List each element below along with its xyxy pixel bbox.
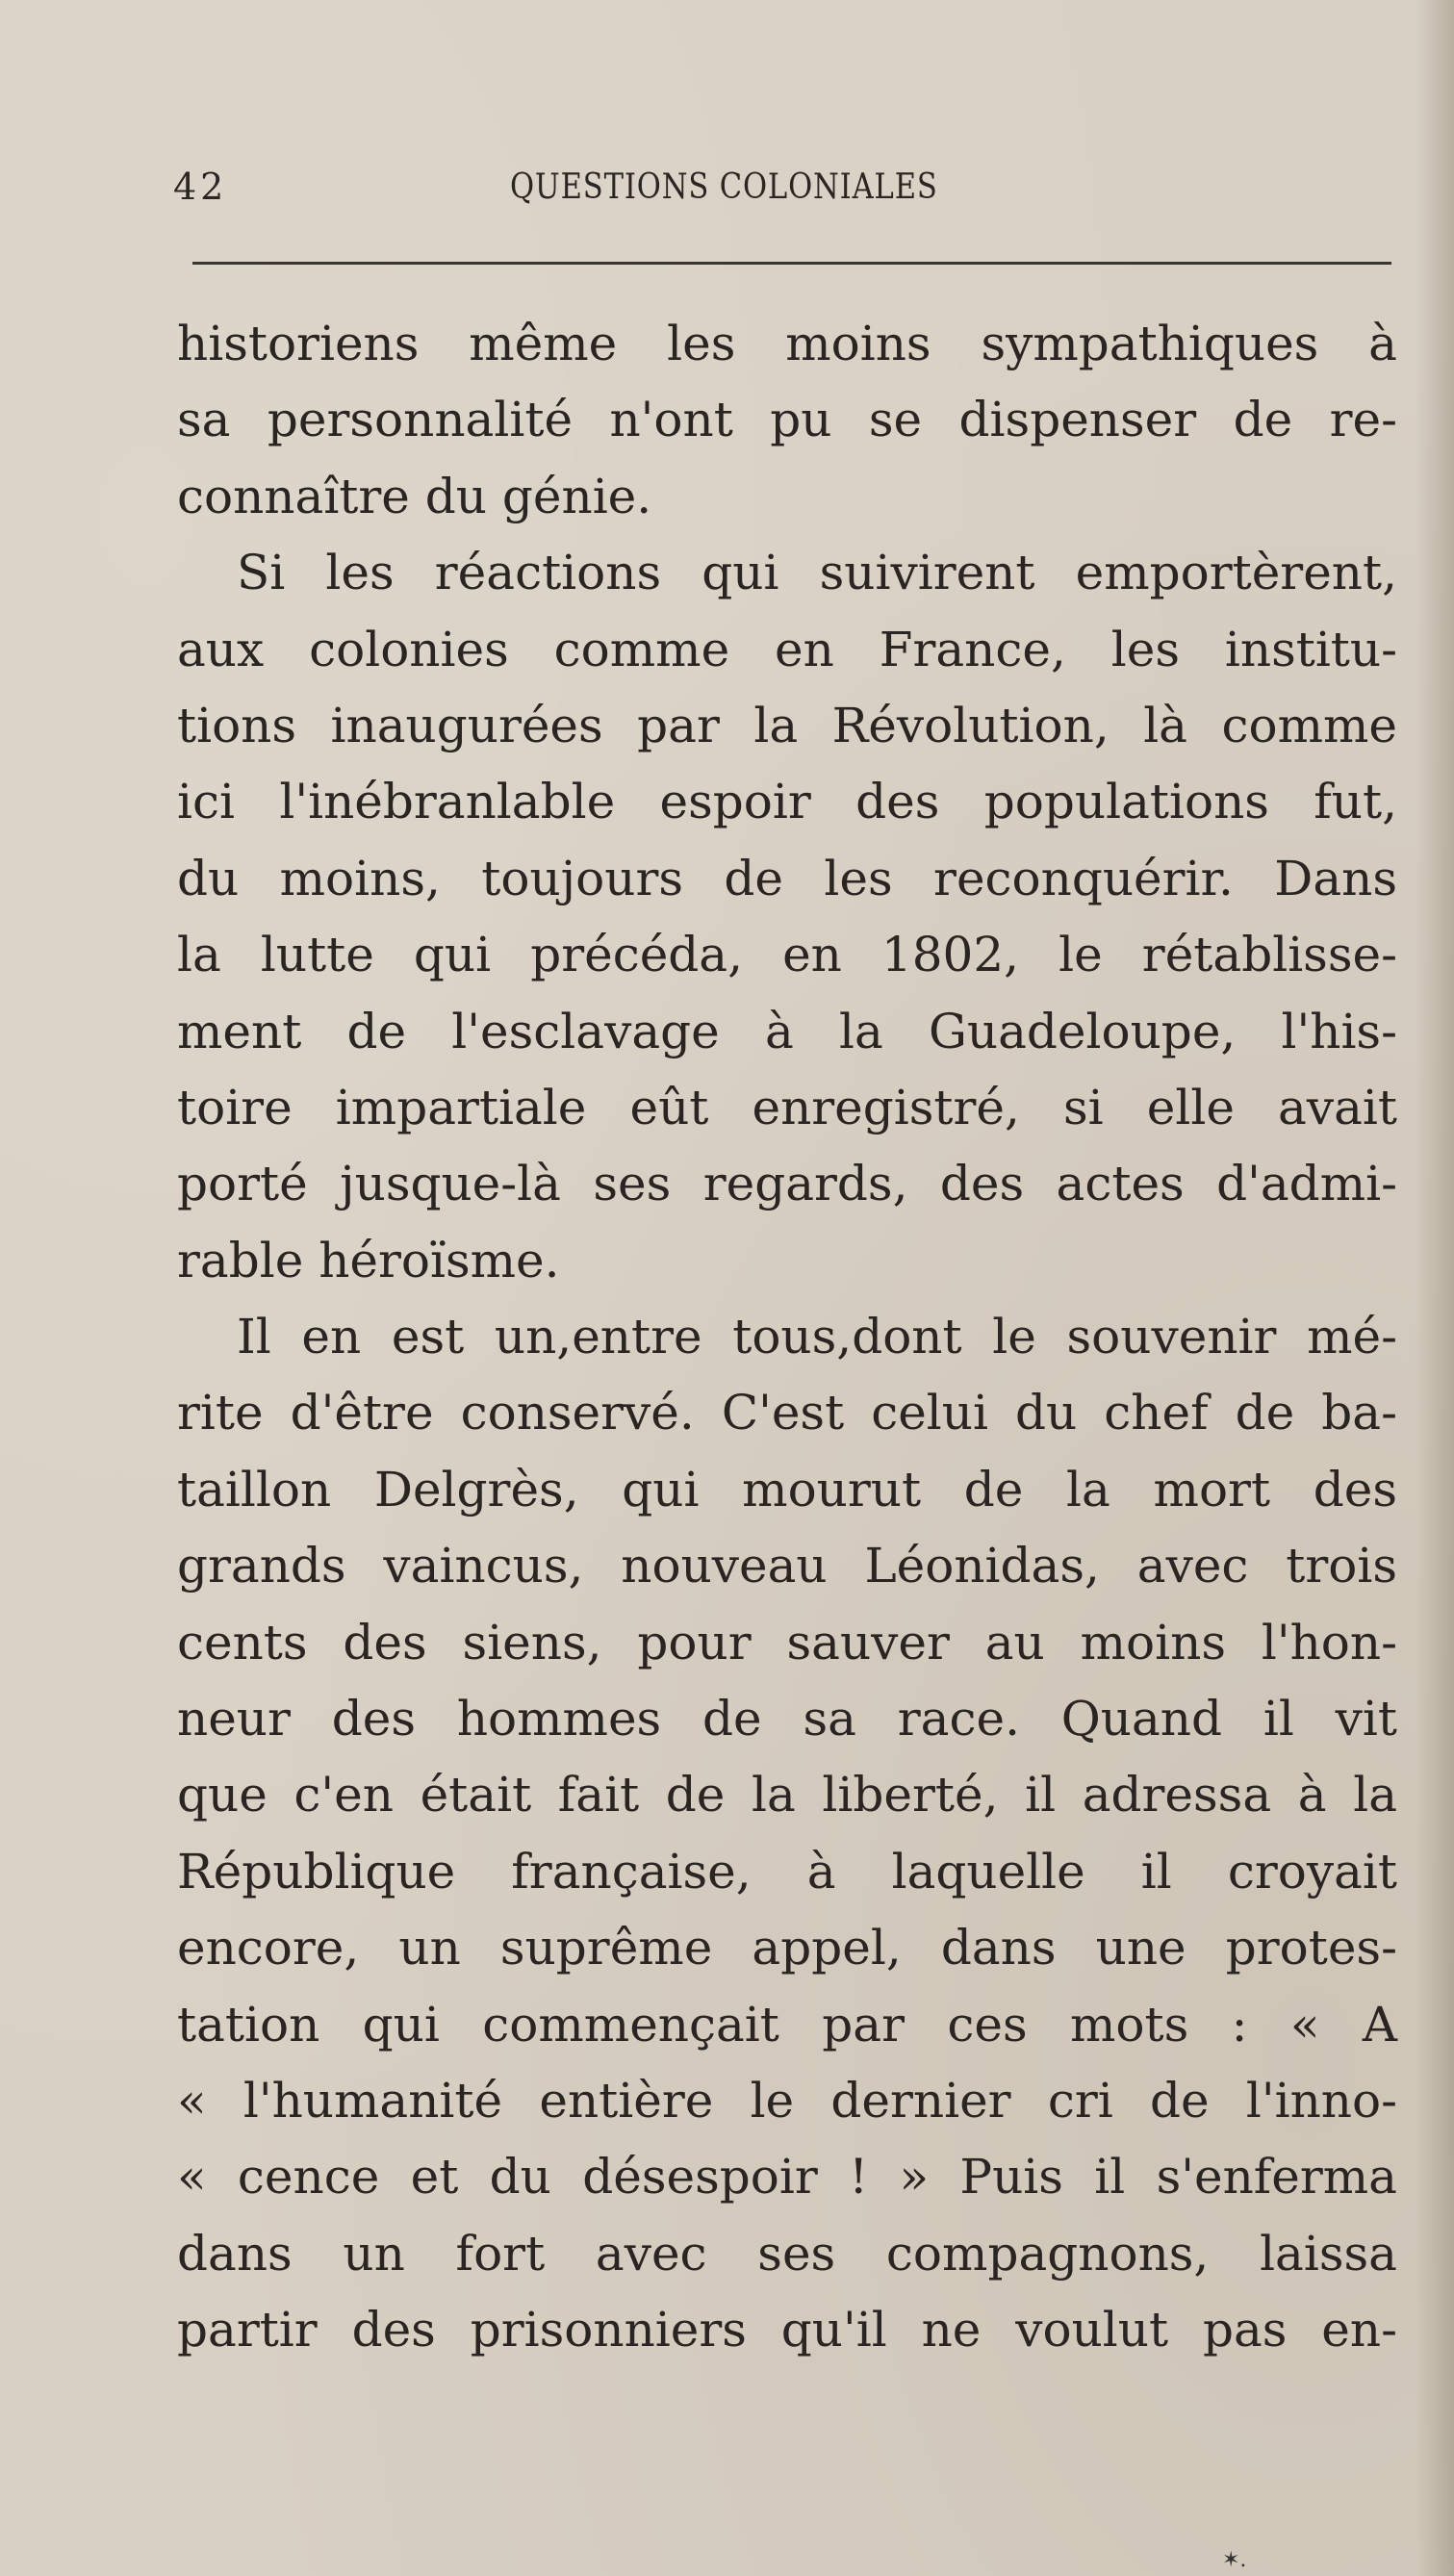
text-line: du moins, toujours de les reconquérir. Dans [177,850,1397,906]
text-line: aux colonies comme en France, les institu- [177,621,1397,677]
text-line: tions inaugurées par la Révolution, là comme [177,697,1397,753]
page-number: 42 [173,166,228,208]
text-line: sa personnalité n'ont pu se dispenser de re- [177,392,1397,448]
page-edge-shadow [1416,0,1454,2576]
text-line: historiens même les moins sympathiques à [177,316,1397,371]
text-line: porté jusque-là ses regards, des actes d'admi- [177,1156,1397,1212]
text-line: taillon Delgrès, qui mourut de la mort des [177,1461,1397,1518]
page-header [173,166,1391,223]
running-title: QUESTIONS COLONIALES [510,167,938,207]
text-line: Il en est un,entre tous,dont le souvenir mé- [237,1309,1397,1365]
text-line: connaître du génie. [177,468,652,524]
text-line: toire impartiale eût enregistré, si elle avait [177,1079,1397,1135]
header-rule [192,262,1391,265]
text-line: rite d'être conservé. C'est celui du chef de ba- [177,1385,1397,1441]
text-line: la lutte qui précéda, en 1802, le rétablisse- [177,927,1397,983]
body-text [177,306,1397,2369]
text-line: « cence et du désespoir ! » Puis il s'enferma [177,2149,1397,2206]
text-line: encore, un suprême appel, dans une protes- [177,1920,1397,1977]
text-line: rable héroïsme. [177,1232,560,1288]
text-line: République française, à laquelle il croyait [177,1843,1397,1900]
text-line: « l'humanité entière le dernier cri de l'inno- [177,2072,1397,2129]
text-line: neur des hommes de sa race. Quand il vit [177,1691,1397,1747]
text-line: cents des siens, pour sauver au moins l'hon- [177,1614,1397,1671]
text-line: dans un fort avec ses compagnons, laissa [177,2225,1397,2282]
text-line: tation qui commençait par ces mots : « A [177,1996,1397,2053]
text-line: ment de l'esclavage à la Guadeloupe, l'his- [177,1003,1397,1059]
text-line: partir des prisonniers qu'il ne voulut pas en- [177,2302,1397,2359]
printer-mark: ✶. [1222,2548,1247,2572]
text-line: ici l'inébranlable espoir des populations fut, [177,774,1397,830]
text-line: que c'en était fait de la liberté, il adressa à la [177,1767,1397,1824]
text-line: grands vaincus, nouveau Léonidas, avec trois [177,1538,1397,1594]
text-line: Si les réactions qui suivirent emportèrent, [237,545,1397,601]
